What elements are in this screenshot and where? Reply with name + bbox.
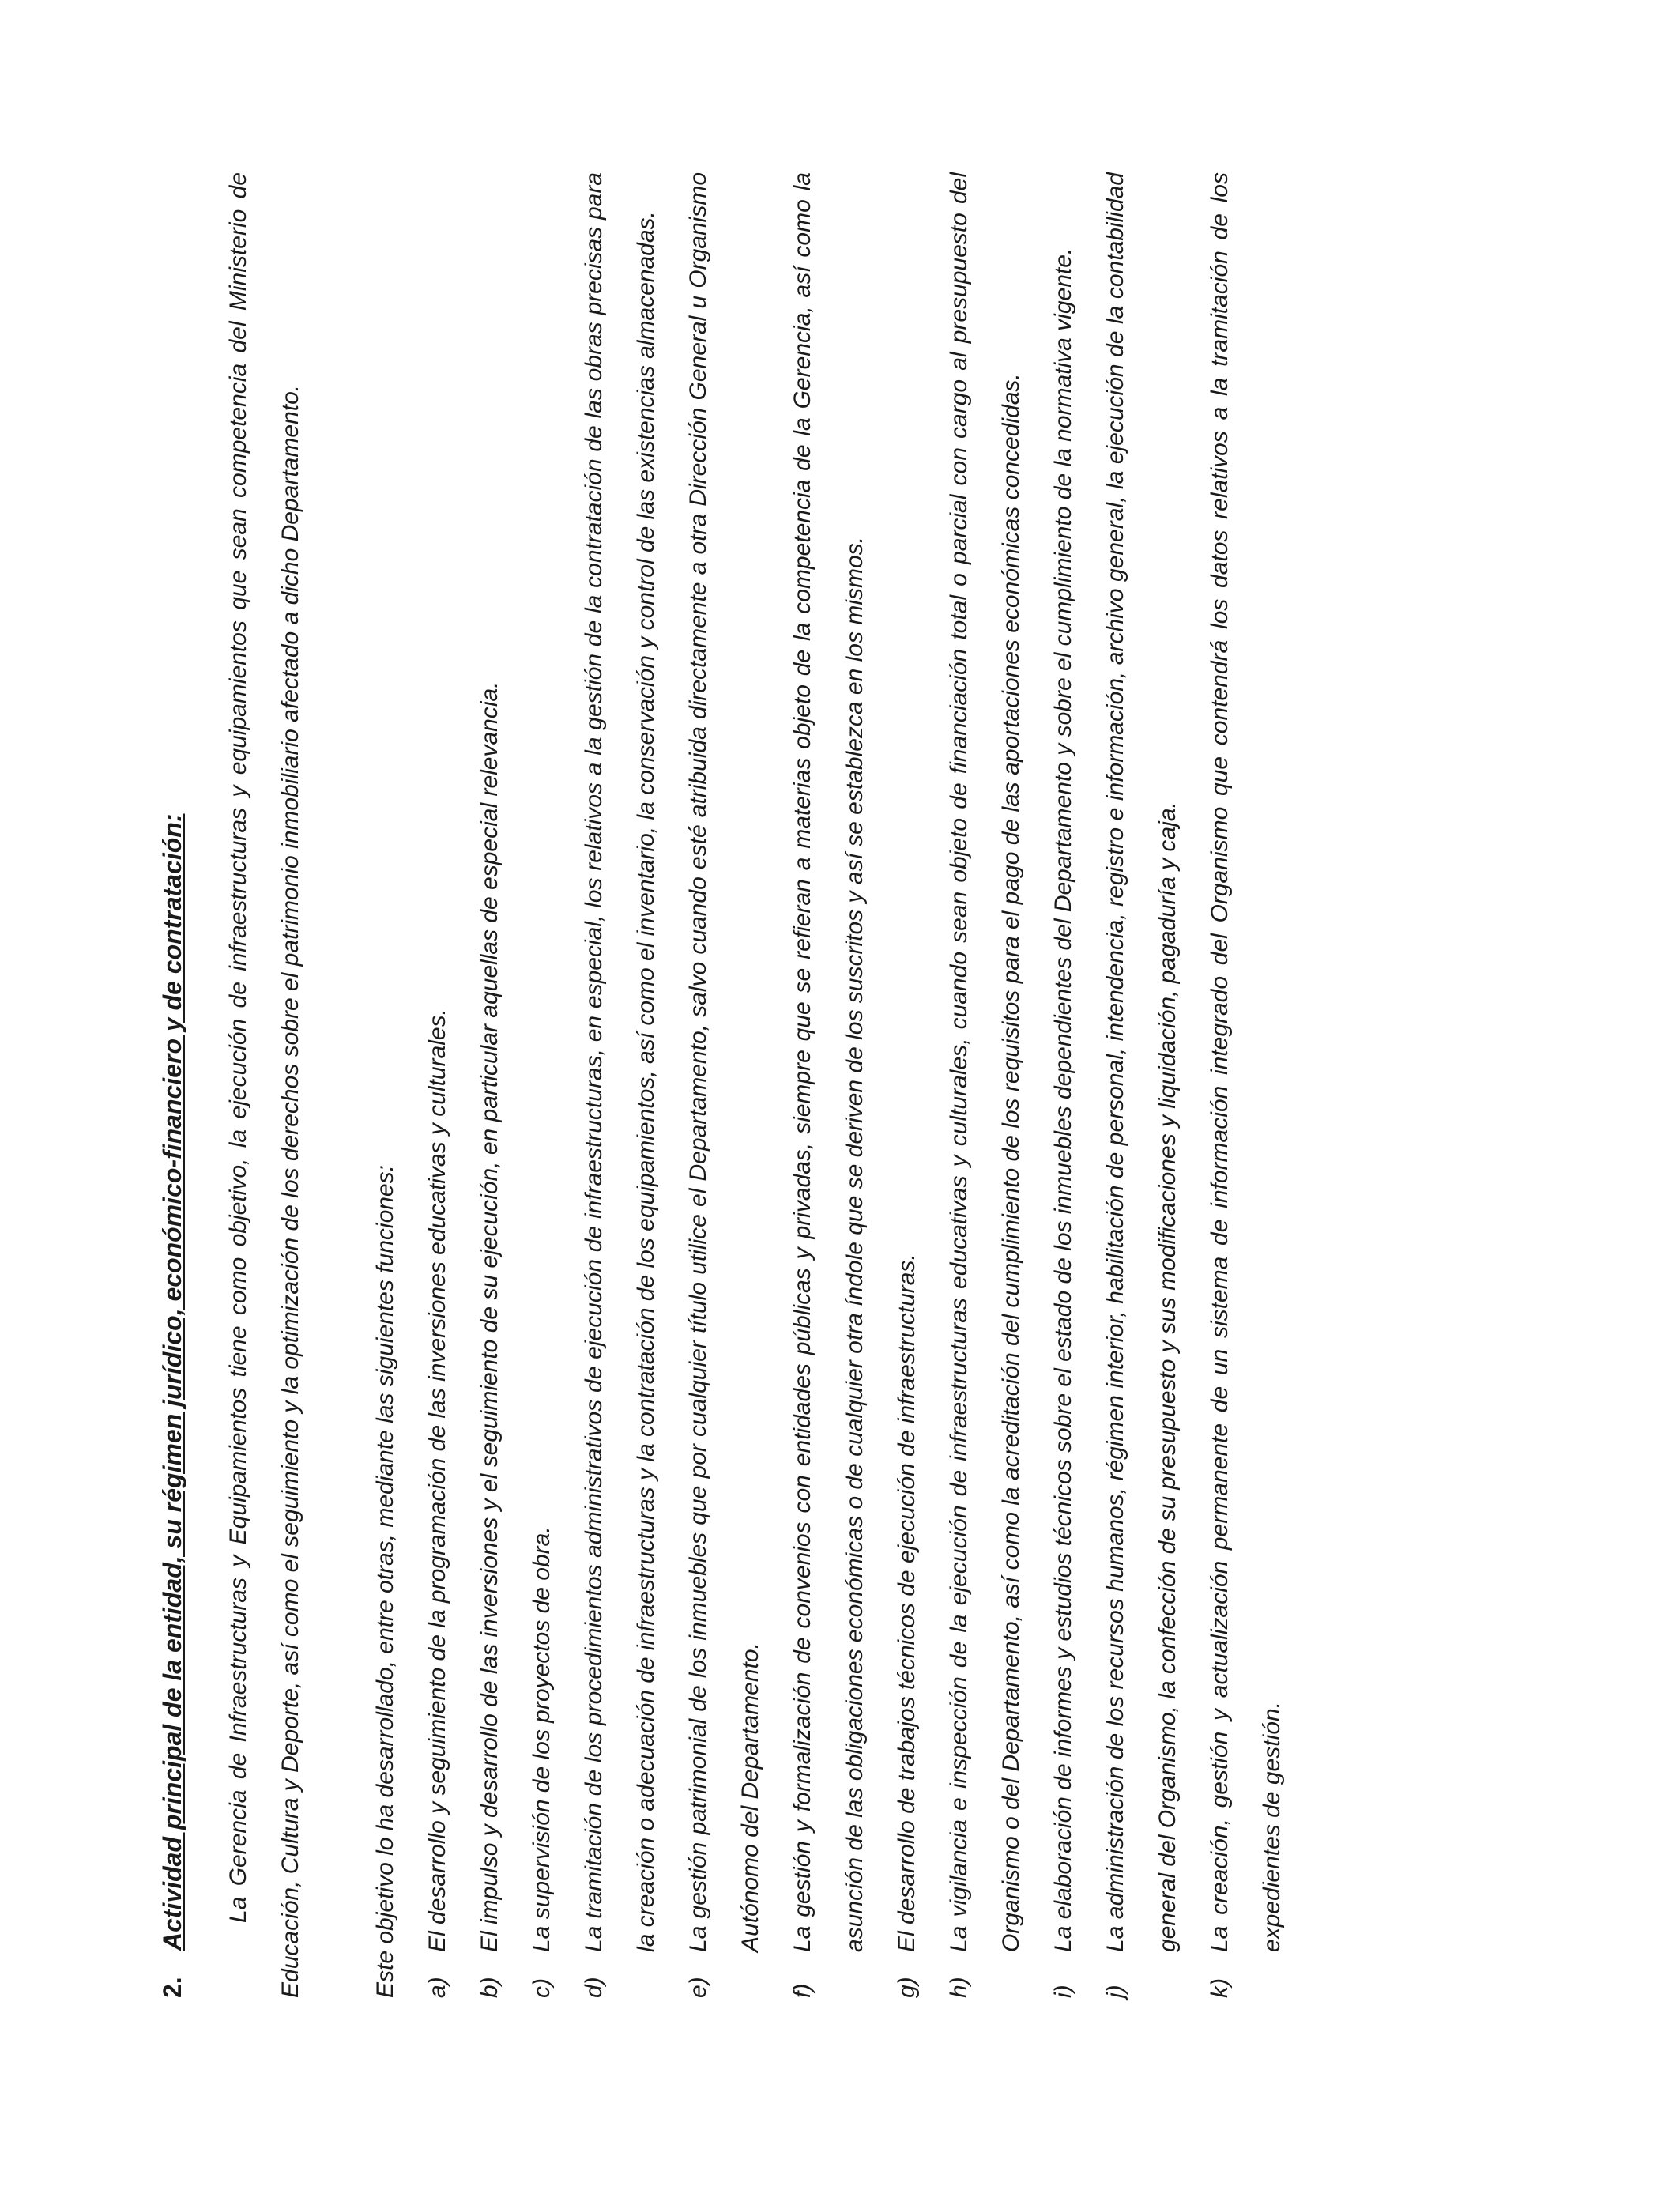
list-item	[933, 172, 1038, 1998]
functions-lead: Este objetivo lo ha desarrollado, entre otras, mediante las siguientes funciones:	[372, 1165, 398, 1998]
item-letter: k)	[1207, 1978, 1233, 1998]
item-letter: d)	[581, 1977, 607, 1998]
document-body	[146, 172, 1298, 1998]
item-letter: h)	[946, 1977, 972, 1998]
item-letter: b)	[477, 1977, 503, 1998]
item-text: La gestión y formalización de convenios con entidades públicas y privadas, siempre que se refieran a materias objeto de la competencia de la Gerencia, así como la asunción de las obligaciones económicas o de cualquier otra índole que se deriven de los suscritos y así se establezca en los mismos.	[789, 172, 868, 1952]
list-item	[881, 172, 933, 1998]
item-text: La supervisión de los proyectos de obra.	[529, 1526, 555, 1952]
item-text: La creación, gestión y actualización permanente de un sistema de información integrado del Organismo que contendrá los datos relativos a la tramitación de los expedientes de gestión.	[1207, 172, 1285, 1952]
item-letter: g)	[894, 1977, 920, 1998]
item-letter: f)	[789, 1983, 816, 1998]
item-text: El desarrollo de trabajos técnicos de ejecución de infraestructuras.	[894, 1253, 920, 1952]
list-item	[412, 172, 464, 1998]
item-text: El impulso y desarrollo de las inversiones y el seguimiento de su ejecución, en particular aquellas de especial relevancia.	[477, 681, 503, 1952]
list-item	[1090, 172, 1194, 1998]
item-letter: a)	[424, 1977, 450, 1998]
item-text: La elaboración de informes y estudios técnicos sobre el estado de los inmuebles dependientes del Departamento y sobre el cumplimiento de la normativa vigente.	[1050, 247, 1076, 1952]
item-text: La administración de los recursos humanos, régimen interior, habilitación de personal, intendencia, registro e información, archivo general, la ejecución de la contabilidad general del Organismo, la confección de su presupuesto y sus modificaciones y liquidación, pagaduría y caja.	[1102, 172, 1181, 1952]
section-title: Actividad principal de la entidad, su régimen jurídico, económico-financiero y de contratación:	[158, 813, 186, 1951]
section-heading	[146, 172, 198, 1998]
functions-list	[412, 172, 1298, 1998]
item-letter: j)	[1102, 1985, 1128, 1998]
item-text: El desarrollo y seguimiento de la programación de las inversiones educativas y culturales.	[424, 1008, 450, 1952]
item-letter: e)	[685, 1977, 711, 1998]
list-item	[1038, 172, 1090, 1998]
item-text: La gestión patrimonial de los inmuebles que por cualquier título utilice el Departamento, salvo cuando esté atribuida directamente a otra Dirección General u Organismo Autónomo del Departamento.	[685, 172, 763, 1952]
item-text: La tramitación de los procedimientos administrativos de ejecución de infraestructuras, en especial, los relativos a la gestión de la contratación de las obras precisas para la creación o adecuación de infraestructuras y la contratación de los equipamientos, así como el inventario, la conservación y control de las existencias almacenadas.	[581, 172, 659, 1952]
item-text: La vigilancia e inspección de la ejecución de infraestructuras educativas y culturales, cuando sean objeto de financiación total o parcial con cargo al presupuesto del Organismo o del Departamento, así como la acreditación del cumplimiento de los requisitos para el pago de las aportaciones económicas concedidas.	[946, 172, 1024, 1952]
list-item	[568, 172, 672, 1998]
item-letter: c)	[529, 1978, 555, 1998]
item-letter: i)	[1050, 1985, 1076, 1998]
list-item	[464, 172, 516, 1998]
intro-paragraph: La Gerencia de Infraestructuras y Equipamientos tiene como objetivo, la ejecución de infraestructuras y equipamientos que sean competencia del Ministerio de Educación, Cultura y Deporte, así como el seguimiento y la optimización de los derechos sobre el patrimonio inmobiliario afectado a dicho Departamento.	[225, 172, 303, 1998]
section-number: 2.	[158, 1977, 186, 1998]
list-item	[516, 172, 568, 1998]
list-item	[1194, 172, 1298, 1998]
list-item	[672, 172, 777, 1998]
list-item	[777, 172, 881, 1998]
